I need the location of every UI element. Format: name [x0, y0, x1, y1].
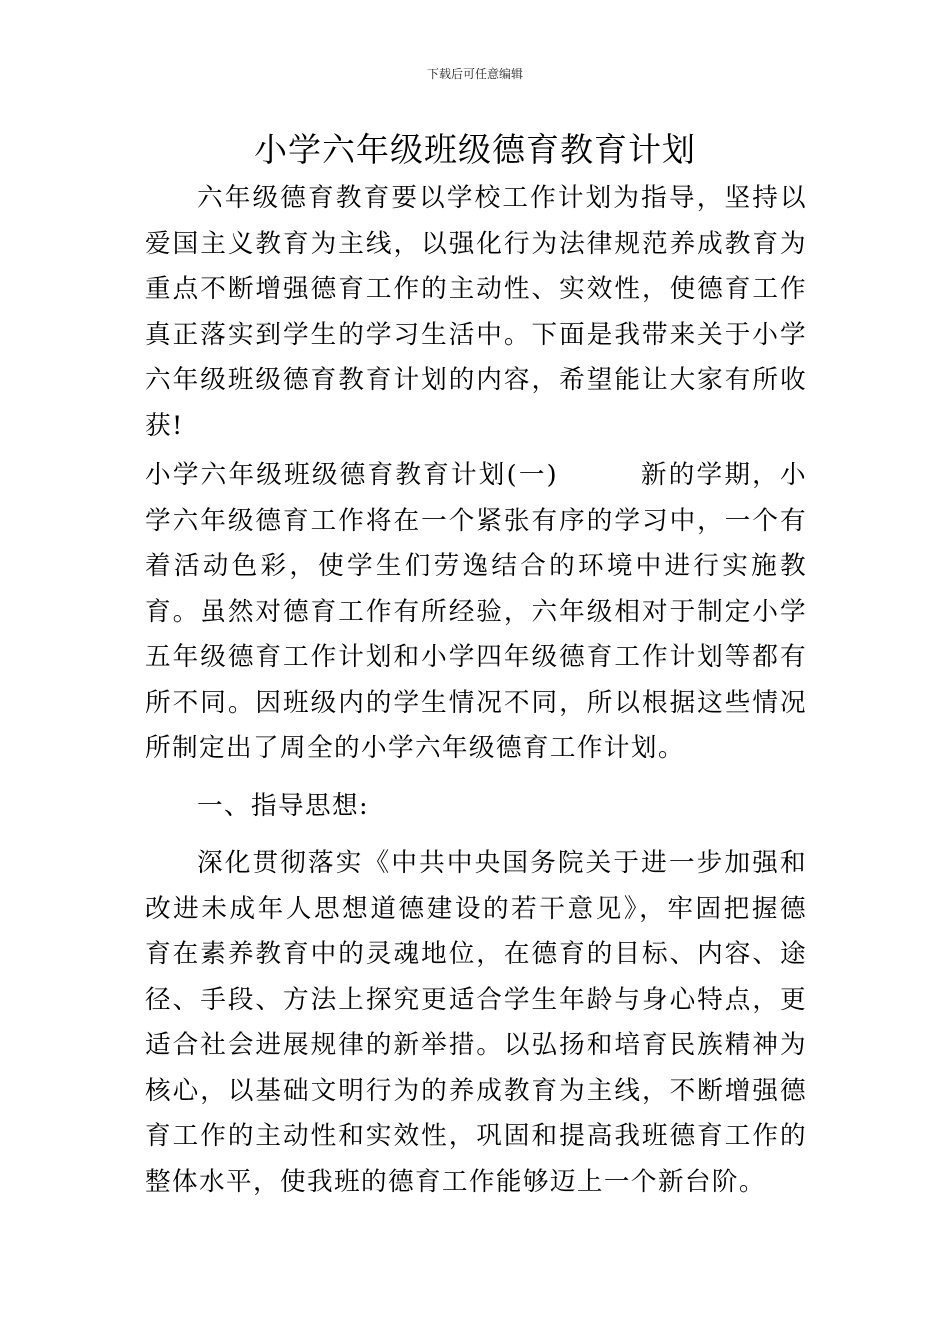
paragraph-gap	[145, 772, 807, 784]
guide-heading: 一、指导思想:	[197, 790, 369, 821]
paragraph-gap	[145, 829, 807, 841]
guide-paragraph: 深化贯彻落实《中共中央国务院关于进一步加强和改进未成年人思想道德建设的若干意见》，牢固把握德育在素养教育中的灵魂地位，在德育的目标、内容、途径、手段、方法上探究更适合学生年龄与身心特点，更适合社会进展规律的新举措。以弘扬和培育民族精神为核心，以基础文明行为的养成教育为主线，不断增强德育工作的主动性和实效性，巩固和提高我班德育工作的整体水平，使我班的德育工作能够迈上一个新台阶。	[145, 848, 807, 1197]
heading-spacer	[558, 460, 641, 490]
header-note: 下载后可任意编辑	[426, 67, 523, 81]
document-body	[145, 176, 807, 1205]
intro-paragraph: 六年级德育教育要以学校工作计划为指导，坚持以爱国主义教育为主线，以强化行为法律规范养成教育为重点不断增强德育工作的主动性、实效性，使德育工作真正落实到学生的学习生活中。下面是我带来关于小学六年级班级德育教育计划的内容，希望能让大家有所收获!	[145, 183, 807, 441]
document-title: 小学六年级班级德育教育计划	[254, 130, 696, 169]
section-1-heading: 小学六年级班级德育教育计划(一)	[145, 460, 559, 490]
section-1-paragraph	[145, 453, 807, 772]
section-1-text: 新的学期，小学六年级德育工作将在一个紧张有序的学习中，一个有着活动色彩，使学生们劳逸结合的环境中进行实施教育。虽然对德育工作有所经验，六年级相对于制定小学五年级德育工作计划和小学四年级德育工作计划等都有所不同。因班级内的学生情况不同，所以根据这些情况所制定出了周全的小学六年级德育工作计划。	[145, 460, 807, 763]
